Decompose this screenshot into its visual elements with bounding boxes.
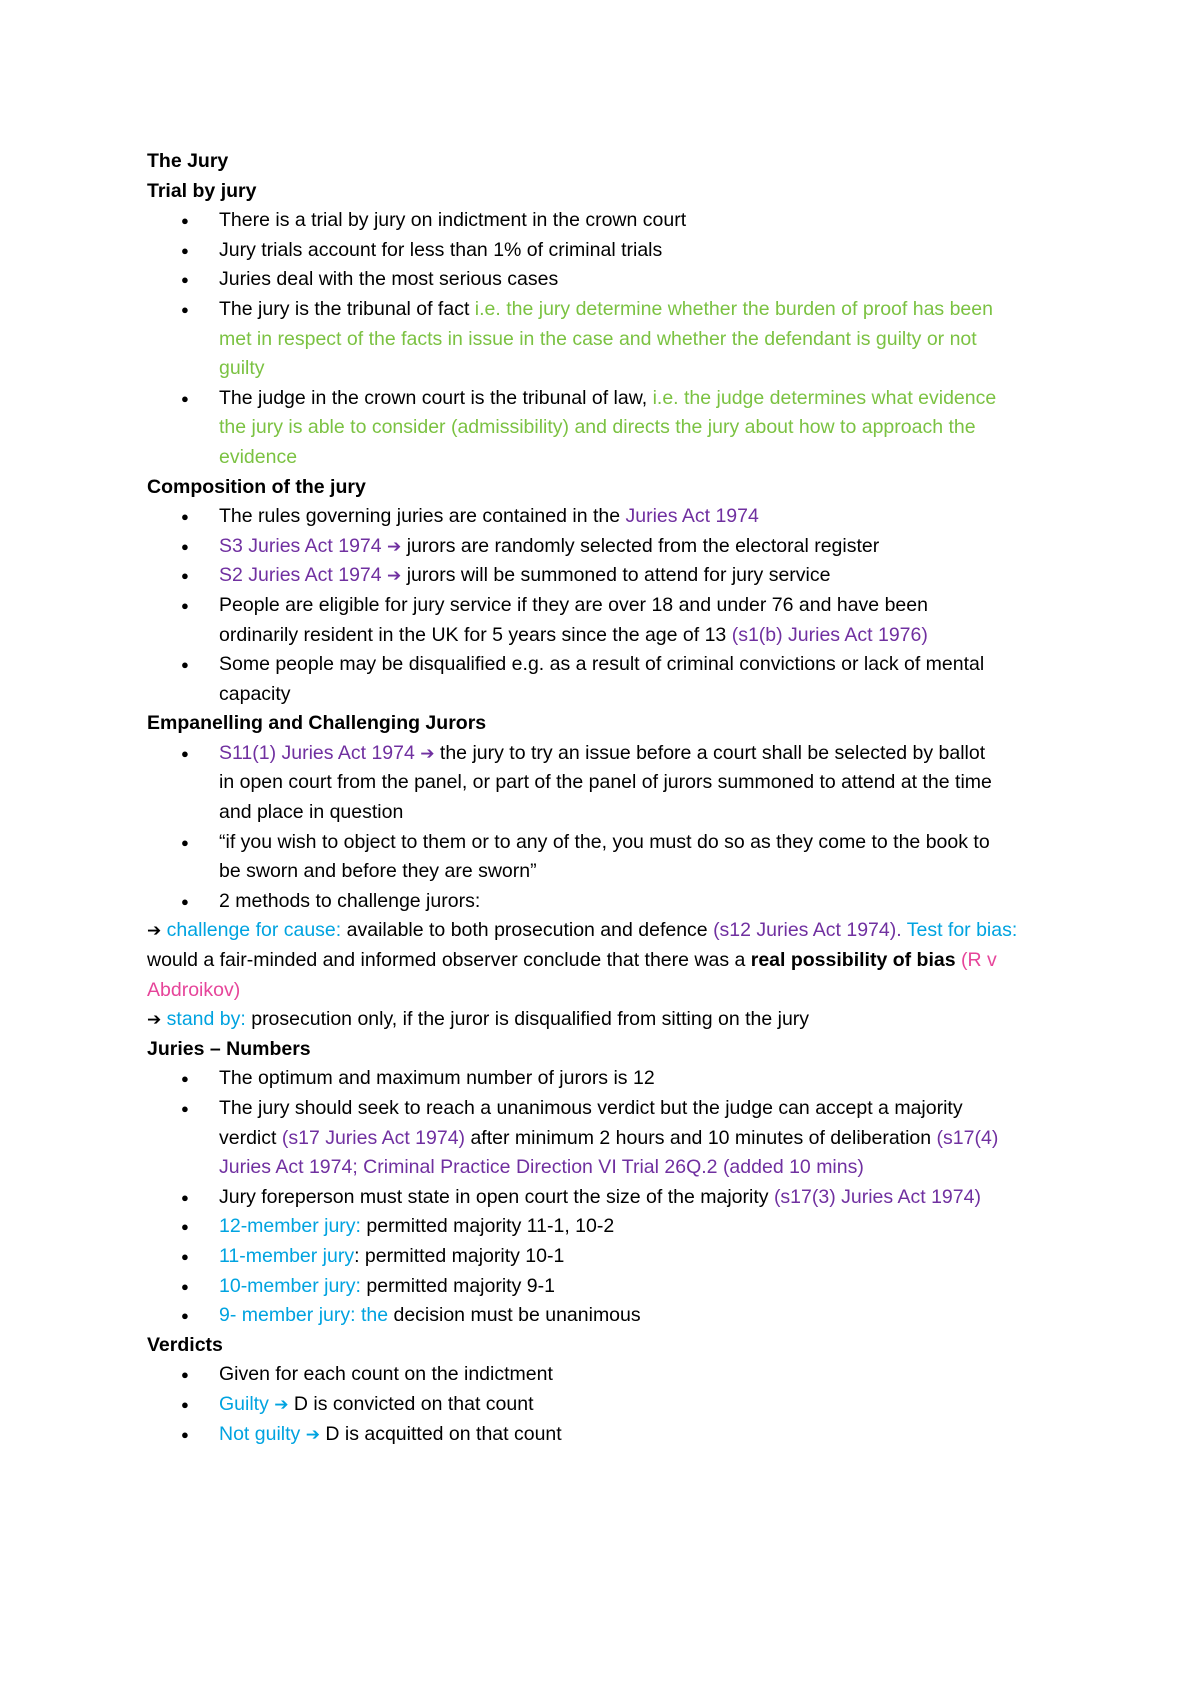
list-item <box>147 561 1077 591</box>
section-heading-numbers: Juries – Numbers <box>147 1037 311 1060</box>
list-item <box>147 887 1077 917</box>
item-text: “if you wish to object to them or to any of the, you must do so as they come to the book to be sworn and before they are sworn” <box>219 830 990 883</box>
case-reference: (R v Abdroikov) <box>147 949 997 1001</box>
item-text: permitted majority 9-1 <box>366 1274 555 1297</box>
statute-reference: (s17(4) Juries Act 1974; Criminal Practice Direction VI Trial 26Q.2 (added 10 mins) <box>219 1126 999 1179</box>
arrow-right-icon: ➔ <box>274 1394 289 1414</box>
term-label: Guilty <box>219 1392 275 1415</box>
item-text: People are eligible for jury service if they are over 18 and under 76 and have been ordinarily resident in the UK for 5 years since the age of 13 <box>219 593 928 646</box>
statute-reference: (s12 Juries Act 1974). <box>713 919 907 942</box>
document-page <box>147 147 1077 1449</box>
explanation-text: i.e. the jury determine whether the burden of proof has been met in respect of the facts in issue in the case and whether the defendant is guilty or not guilty <box>219 297 993 380</box>
statute-reference: (s17 Juries Act 1974) <box>281 1126 466 1149</box>
list-item <box>147 265 1077 295</box>
term-label: 11-member jury <box>219 1244 355 1267</box>
section-heading-composition: Composition of the jury <box>147 475 366 498</box>
item-text: prosecution only, if the juror is disqualified from sitting on the jury <box>251 1008 810 1031</box>
challenge-for-cause-paragraph <box>147 916 1067 1005</box>
item-text: Some people may be disqualified e.g. as a result of criminal convictions or lack of mental capacity <box>219 653 985 705</box>
list-item <box>147 739 999 828</box>
arrow-right-icon: ➔ <box>305 1424 320 1444</box>
term-label: 12-member jury: <box>219 1215 367 1238</box>
term-label: stand by: <box>161 1008 252 1031</box>
item-text: after minimum 2 hours and 10 minutes of deliberation <box>465 1126 937 1149</box>
statute-reference: S2 Juries Act 1974 <box>219 564 388 587</box>
statute-reference: (s1(b) Juries Act 1976) <box>731 623 928 646</box>
item-text: D is convicted on that count <box>288 1392 534 1415</box>
item-text: Jury foreperson must state in open court the size of the majority <box>219 1185 774 1208</box>
item-text: jurors will be summoned to attend for jury service <box>406 564 831 587</box>
term-label: 10-member jury: <box>219 1274 367 1297</box>
list-item <box>147 1064 1077 1094</box>
item-text: Given for each count on the indictment <box>219 1363 553 1386</box>
list-item <box>147 1360 1077 1390</box>
item-text: jurors are randomly selected from the electoral register <box>406 534 880 557</box>
item-text: There is a trial by jury on indictment in the crown court <box>219 209 687 232</box>
item-text: decision must be unanimous <box>393 1304 641 1327</box>
list-item <box>147 236 1077 266</box>
statute-reference: S3 Juries Act 1974 <box>219 534 388 557</box>
term-label: 9- member jury: the <box>219 1304 394 1327</box>
list-item <box>147 1390 1077 1420</box>
list-item <box>147 828 999 887</box>
item-text: would a fair-minded and informed observer conclude that there was a <box>147 949 751 972</box>
item-text: permitted majority 11-1, 10-2 <box>366 1215 615 1238</box>
section-heading-empanelling: Empanelling and Challenging Jurors <box>147 712 487 735</box>
list-item <box>147 1212 1077 1242</box>
item-text: The optimum and maximum number of jurors is 12 <box>219 1067 655 1090</box>
item-text: The jury is the tribunal of fact <box>219 297 475 320</box>
item-text: 2 methods to challenge jurors: <box>219 889 481 912</box>
arrow-right-icon: ➔ <box>387 536 402 556</box>
list-item <box>147 1272 1077 1302</box>
arrow-right-icon: ➔ <box>387 566 402 586</box>
list-item <box>147 650 999 709</box>
list-item <box>147 206 1077 236</box>
empanelling-list <box>147 739 1077 917</box>
item-text: the jury to try an issue before a court shall be selected by ballot in open court from the panel, or part of the panel of jurors summoned to attend at the time and place in question <box>219 741 992 824</box>
list-item <box>147 1301 1077 1331</box>
section-heading-trial-by-jury: Trial by jury <box>147 179 257 202</box>
arrow-right-icon: ➔ <box>420 743 435 763</box>
verdicts-list <box>147 1360 1077 1449</box>
item-text: D is acquitted on that count <box>319 1422 562 1445</box>
composition-list <box>147 502 1077 709</box>
statute-reference: (s17(3) Juries Act 1974) <box>773 1185 981 1208</box>
document-title: The Jury <box>147 150 229 172</box>
list-item <box>147 1242 1077 1272</box>
list-item <box>147 1420 1077 1450</box>
arrow-right-icon: ➔ <box>147 921 162 941</box>
list-item <box>147 295 999 384</box>
trial-by-jury-list <box>147 206 1077 472</box>
term-label: challenge for cause: <box>161 919 347 942</box>
term-label: Test for bias: <box>906 919 1018 942</box>
item-text: The judge in the crown court is the tribunal of law, <box>219 386 653 409</box>
numbers-list <box>147 1064 1077 1330</box>
item-text: : permitted majority 10-1 <box>354 1244 565 1267</box>
list-item <box>147 532 1077 562</box>
stand-by-paragraph <box>147 1005 1077 1035</box>
item-text: The jury should seek to reach a unanimous verdict but the judge can accept a majority verdict <box>219 1097 963 1149</box>
item-text: Juries deal with the most serious cases <box>219 268 559 291</box>
list-item <box>147 502 1077 532</box>
explanation-text: i.e. the judge determines what evidence the jury is able to consider (admissibility) and directs the jury about how to approach the evidence <box>219 386 997 468</box>
list-item <box>147 384 999 473</box>
list-item <box>147 1183 999 1213</box>
item-text: Jury trials account for less than 1% of criminal trials <box>219 238 663 261</box>
list-item <box>147 1094 999 1183</box>
item-text: available to both prosecution and defence <box>346 919 714 942</box>
emphasis-text: real possibility of bias <box>750 949 956 972</box>
arrow-right-icon: ➔ <box>147 1010 162 1030</box>
term-label: Not guilty <box>219 1422 306 1445</box>
statute-reference: Juries Act 1974 <box>625 505 759 528</box>
statute-reference: S11(1) Juries Act 1974 <box>219 741 421 764</box>
section-heading-verdicts: Verdicts <box>147 1333 223 1356</box>
item-text: The rules governing juries are contained in the <box>219 505 626 528</box>
list-item <box>147 591 999 650</box>
